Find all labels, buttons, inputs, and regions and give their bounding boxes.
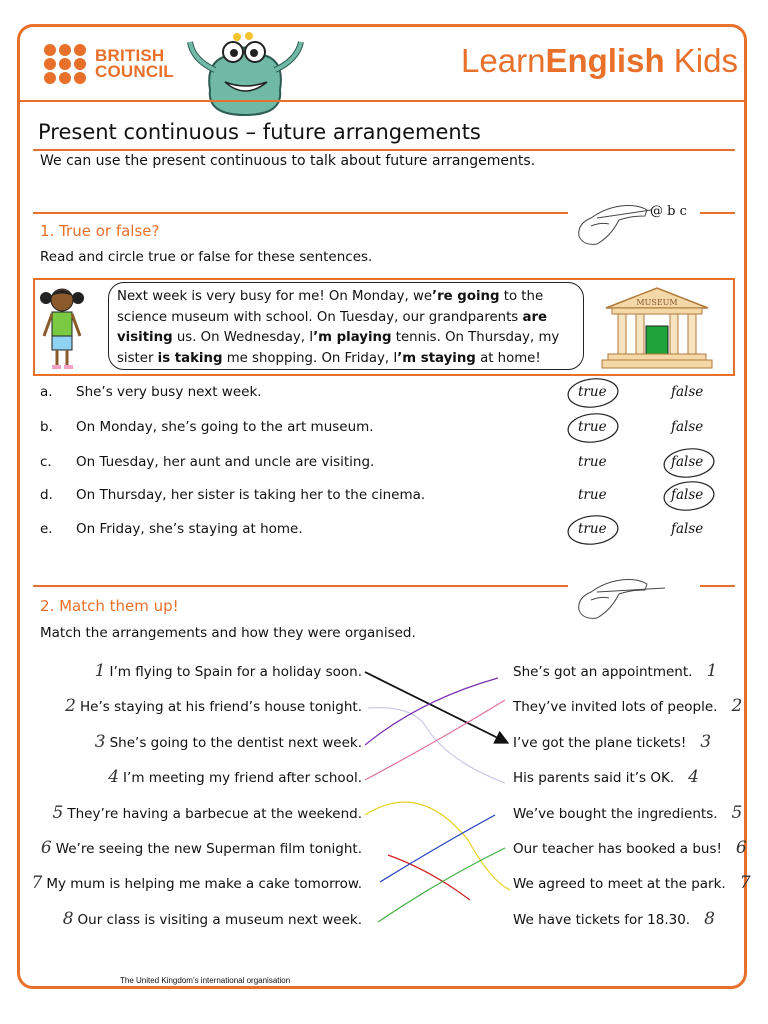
story-verb-highlight: are visiting — [117, 309, 548, 345]
handwritten-number: 2 — [731, 696, 743, 716]
answer-circle — [659, 478, 719, 514]
statement-text: On Thursday, her sister is taking her to the cinema. — [76, 487, 426, 503]
section1-title: 1. True or false? — [40, 222, 160, 240]
british-council-wordmark — [95, 48, 174, 80]
lek-learn: Learn — [461, 42, 546, 79]
section1-divider — [33, 212, 568, 214]
match-left-text: My mum is helping me make a cake tomorrow. — [46, 876, 362, 892]
story-segment: to the science museum with school. On Tuesday, our grandparents — [117, 289, 544, 325]
match-right-text: We agreed to meet at the park. — [513, 876, 726, 892]
story-segment: at home! — [475, 350, 541, 366]
match-left-item[interactable] — [95, 661, 362, 681]
match-right-text: Our teacher has booked a bus! — [513, 841, 722, 857]
statement-text: She’s very busy next week. — [76, 384, 262, 400]
true-option[interactable]: true — [578, 419, 607, 435]
story-verb-highlight: ’re going — [432, 289, 500, 304]
story-text — [117, 289, 559, 366]
museum-building-icon — [598, 284, 716, 372]
museum-sign: MUSEUM — [636, 298, 678, 307]
handwritten-number: 4 — [108, 767, 120, 787]
match-left-item[interactable] — [65, 696, 362, 716]
story-segment: us. On Wednesday, I — [172, 330, 314, 345]
answer-circle — [563, 512, 623, 548]
false-option[interactable]: false — [671, 521, 704, 537]
handwritten-number: 7 — [739, 873, 751, 893]
handwritten-number: 5 — [731, 803, 743, 823]
match-right-item[interactable] — [513, 873, 751, 893]
match-right-text: They’ve invited lots of people. — [513, 699, 718, 715]
match-left-text: I’m flying to Spain for a holiday soon. — [109, 664, 362, 680]
true-option[interactable]: true — [578, 384, 607, 400]
page-title: Present continuous – future arrangements — [38, 120, 481, 144]
match-left-item[interactable] — [41, 838, 362, 858]
false-option[interactable]: false — [671, 454, 704, 470]
abc-label: @ b c — [650, 204, 687, 219]
story-segment: tennis. On Thursday, my sister — [117, 330, 560, 366]
handwritten-number: 7 — [31, 873, 43, 893]
learnenglish-kids-logo — [461, 42, 738, 80]
girl-icon — [38, 282, 86, 372]
statement-letter: c. — [40, 454, 52, 470]
match-right-item[interactable] — [513, 696, 742, 716]
statement-letter: d. — [40, 487, 53, 503]
handwritten-number: 1 — [94, 661, 106, 681]
british-council-line2: COUNCIL — [95, 62, 174, 81]
intro-text: We can use the present continuous to talk about future arrangements. — [40, 153, 536, 169]
match-left-text: Our class is visiting a museum next week. — [77, 912, 362, 928]
statement-letter: e. — [40, 521, 53, 537]
footer-text: The United Kingdom’s international organisation — [120, 976, 291, 985]
handwritten-number: 8 — [704, 909, 715, 929]
british-council-logo — [44, 44, 174, 84]
handwritten-number: 6 — [735, 838, 747, 858]
monster-mascot-icon — [185, 30, 305, 122]
answer-circle — [563, 375, 623, 411]
story-speech-bubble — [108, 282, 584, 370]
story-verb-highlight: ’m playing — [313, 330, 392, 345]
writing-hand-icon — [575, 570, 670, 622]
section2-divider — [33, 585, 568, 587]
true-option[interactable]: true — [578, 521, 607, 537]
match-right-item[interactable] — [513, 661, 717, 681]
match-right-text: We have tickets for 18.30. — [513, 912, 691, 928]
match-right-item[interactable] — [513, 767, 699, 787]
match-left-item[interactable] — [95, 732, 362, 752]
handwritten-number: 3 — [700, 732, 712, 752]
match-left-text: She’s going to the dentist next week. — [109, 735, 362, 751]
title-underline — [33, 149, 735, 151]
section2-instruction: Match the arrangements and how they were organised. — [40, 625, 416, 641]
story-segment: Next week is very busy for me! On Monday, we — [117, 289, 433, 304]
lek-english: English — [545, 42, 665, 79]
lek-kids: Kids — [664, 42, 738, 79]
story-verb-highlight: ’m staying — [397, 350, 476, 366]
match-left-item[interactable] — [31, 873, 362, 893]
match-right-text: She’s got an appointment. — [513, 664, 693, 680]
answer-circle — [659, 445, 719, 481]
handwritten-number: 4 — [688, 767, 699, 787]
handwritten-number: 3 — [94, 732, 106, 752]
match-right-text: His parents said it’s OK. — [513, 770, 675, 786]
section1-divider-end — [700, 212, 735, 214]
match-left-text: He’s staying at his friend’s house tonight. — [80, 699, 362, 715]
statement-text: On Tuesday, her aunt and uncle are visiting. — [76, 454, 375, 470]
handwritten-number: 5 — [52, 803, 64, 823]
statement-letter: b. — [40, 419, 53, 435]
header-divider — [19, 100, 745, 102]
match-right-text: I’ve got the plane tickets! — [513, 735, 687, 751]
false-option[interactable]: false — [671, 384, 704, 400]
true-option[interactable]: true — [578, 487, 607, 503]
british-council-dots-icon — [44, 44, 87, 84]
section1-instruction: Read and circle true or false for these sentences. — [40, 249, 373, 265]
match-left-item[interactable] — [63, 909, 362, 929]
match-right-item[interactable] — [513, 732, 711, 752]
match-left-text: They’re having a barbecue at the weekend. — [67, 806, 362, 822]
handwritten-number: 6 — [40, 838, 52, 858]
false-option[interactable]: false — [671, 419, 704, 435]
match-right-item[interactable] — [513, 909, 715, 929]
answer-circle — [563, 410, 623, 446]
match-left-item[interactable] — [108, 767, 362, 787]
match-left-item[interactable] — [53, 803, 362, 823]
statement-text: On Friday, she’s staying at home. — [76, 521, 303, 537]
writing-hand-icon — [575, 196, 655, 248]
handwritten-number: 1 — [706, 661, 718, 681]
statement-letter: a. — [40, 384, 53, 400]
false-option[interactable]: false — [671, 487, 704, 503]
handwritten-number: 2 — [65, 696, 76, 716]
section2-divider-end — [700, 585, 735, 587]
section2-title: 2. Match them up! — [40, 597, 179, 615]
story-segment: me shopping. On Friday, I — [222, 350, 398, 366]
handwritten-number: 8 — [62, 909, 74, 929]
statement-text: On Monday, she’s going to the art museum. — [76, 419, 374, 435]
match-right-text: We’ve bought the ingredients. — [513, 806, 718, 822]
british-council-line1: BRITISH — [95, 46, 165, 65]
story-verb-highlight: is taking — [157, 350, 223, 366]
match-left-text: We’re seeing the new Superman film tonight. — [55, 841, 362, 857]
true-option[interactable]: true — [578, 454, 607, 470]
match-right-item[interactable] — [513, 838, 747, 858]
match-right-item[interactable] — [513, 803, 742, 823]
match-left-text: I’m meeting my friend after school. — [123, 770, 362, 786]
